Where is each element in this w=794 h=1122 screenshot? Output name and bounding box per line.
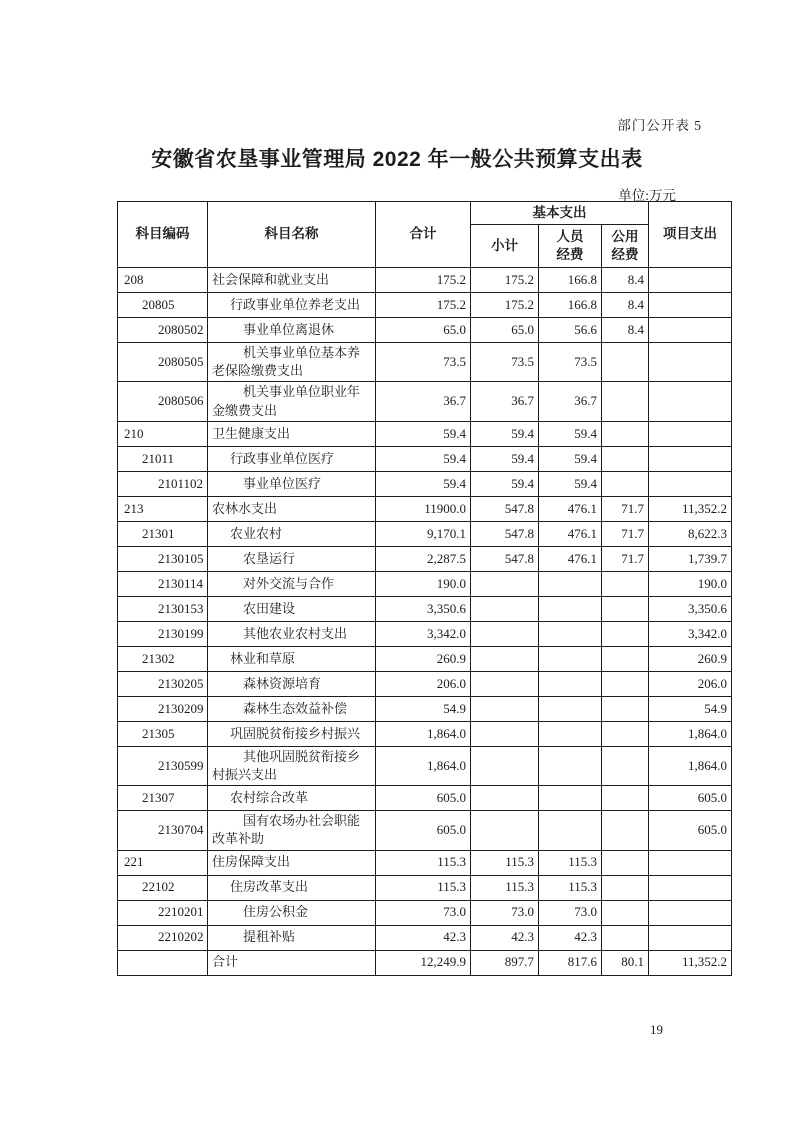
subject-name-cell: 合计 xyxy=(208,950,376,975)
public-value-cell xyxy=(602,721,649,746)
subject-code-cell: 2130704 xyxy=(118,811,208,850)
total-value-cell: 206.0 xyxy=(376,671,471,696)
basic-subtotal-value-cell xyxy=(471,696,539,721)
personnel-value-cell: 476.1 xyxy=(539,546,602,571)
subject-code-cell: 21307 xyxy=(118,786,208,811)
subject-code-cell: 2130105 xyxy=(118,546,208,571)
total-value-cell: 3,342.0 xyxy=(376,621,471,646)
public-value-cell xyxy=(602,646,649,671)
project-value-cell xyxy=(649,293,732,318)
public-value-cell: 8.4 xyxy=(602,318,649,343)
subject-name-cell: 农林水支出 xyxy=(208,496,376,521)
public-value-cell: 71.7 xyxy=(602,546,649,571)
public-value-cell xyxy=(602,421,649,446)
total-value-cell: 54.9 xyxy=(376,696,471,721)
personnel-value-cell: 115.3 xyxy=(539,850,602,875)
personnel-value-cell xyxy=(539,596,602,621)
subject-code-cell: 210 xyxy=(118,421,208,446)
total-value-cell: 260.9 xyxy=(376,646,471,671)
public-value-cell xyxy=(602,786,649,811)
header-total: 合计 xyxy=(376,202,471,268)
project-value-cell: 1,864.0 xyxy=(649,746,732,785)
subject-code-cell: 22102 xyxy=(118,875,208,900)
total-value-cell: 59.4 xyxy=(376,421,471,446)
header-project-expenditure: 项目支出 xyxy=(649,202,732,268)
subject-code-cell: 208 xyxy=(118,268,208,293)
personnel-value-cell: 42.3 xyxy=(539,925,602,950)
total-value-cell: 11900.0 xyxy=(376,496,471,521)
basic-subtotal-value-cell: 547.8 xyxy=(471,521,539,546)
project-value-cell xyxy=(649,925,732,950)
total-value-cell: 1,864.0 xyxy=(376,721,471,746)
personnel-value-cell xyxy=(539,721,602,746)
project-value-cell: 3,350.6 xyxy=(649,596,732,621)
subject-code-cell: 2210201 xyxy=(118,900,208,925)
basic-subtotal-value-cell: 175.2 xyxy=(471,268,539,293)
subject-code-cell: 20805 xyxy=(118,293,208,318)
table-row xyxy=(118,696,732,721)
total-value-cell: 73.5 xyxy=(376,343,471,382)
personnel-value-cell: 166.8 xyxy=(539,268,602,293)
subject-code-cell: 2130599 xyxy=(118,746,208,785)
public-value-cell xyxy=(602,900,649,925)
public-value-cell: 71.7 xyxy=(602,496,649,521)
personnel-value-cell: 476.1 xyxy=(539,521,602,546)
public-value-cell xyxy=(602,925,649,950)
total-value-cell: 42.3 xyxy=(376,925,471,950)
basic-subtotal-value-cell xyxy=(471,786,539,811)
total-value-cell: 65.0 xyxy=(376,318,471,343)
total-value-cell: 115.3 xyxy=(376,875,471,900)
table-row xyxy=(118,293,732,318)
subject-name-cell: 农村综合改革 xyxy=(208,786,376,811)
subject-name-cell: 农田建设 xyxy=(208,596,376,621)
basic-subtotal-value-cell xyxy=(471,721,539,746)
public-value-cell xyxy=(602,696,649,721)
table-row xyxy=(118,421,732,446)
subject-name-cell: 事业单位离退休 xyxy=(208,318,376,343)
public-value-cell: 80.1 xyxy=(602,950,649,975)
page-number: 19 xyxy=(650,1022,663,1037)
public-value-cell: 8.4 xyxy=(602,268,649,293)
basic-subtotal-value-cell: 59.4 xyxy=(471,471,539,496)
project-value-cell: 605.0 xyxy=(649,786,732,811)
personnel-value-cell xyxy=(539,746,602,785)
subject-code-cell: 21305 xyxy=(118,721,208,746)
table-body xyxy=(118,268,732,976)
subject-name-cell: 行政事业单位医疗 xyxy=(208,446,376,471)
header-public-funds xyxy=(602,225,649,268)
public-value-cell xyxy=(602,446,649,471)
table-row xyxy=(118,721,732,746)
page-title: 安徽省农垦事业管理局 2022 年一般公共预算支出表 xyxy=(151,148,643,171)
public-value-cell xyxy=(602,382,649,421)
project-value-cell xyxy=(649,446,732,471)
budget-table xyxy=(117,201,732,976)
subject-name-cell: 其他巩固脱贫衔接乡村振兴支出 xyxy=(208,746,376,785)
basic-subtotal-value-cell: 897.7 xyxy=(471,950,539,975)
subject-code-cell: 21011 xyxy=(118,446,208,471)
public-value-cell xyxy=(602,571,649,596)
personnel-value-cell: 59.4 xyxy=(539,421,602,446)
total-value-cell: 2,287.5 xyxy=(376,546,471,571)
project-value-cell xyxy=(649,421,732,446)
project-value-cell: 54.9 xyxy=(649,696,732,721)
table-row xyxy=(118,546,732,571)
subject-name-cell: 住房公积金 xyxy=(208,900,376,925)
subject-name-cell: 机关事业单位职业年金缴费支出 xyxy=(208,382,376,421)
personnel-value-cell: 115.3 xyxy=(539,875,602,900)
subject-name-cell: 住房保障支出 xyxy=(208,850,376,875)
subject-code-cell: 21302 xyxy=(118,646,208,671)
project-value-cell xyxy=(649,318,732,343)
basic-subtotal-value-cell: 175.2 xyxy=(471,293,539,318)
subject-code-cell: 2130209 xyxy=(118,696,208,721)
basic-subtotal-value-cell: 547.8 xyxy=(471,546,539,571)
personnel-value-cell xyxy=(539,671,602,696)
total-value-cell: 190.0 xyxy=(376,571,471,596)
table-row xyxy=(118,446,732,471)
subject-name-cell: 机关事业单位基本养老保险缴费支出 xyxy=(208,343,376,382)
subject-name-cell: 其他农业农村支出 xyxy=(208,621,376,646)
project-value-cell xyxy=(649,900,732,925)
project-value-cell: 605.0 xyxy=(649,811,732,850)
basic-subtotal-value-cell xyxy=(471,746,539,785)
total-value-cell: 115.3 xyxy=(376,850,471,875)
basic-subtotal-value-cell: 73.0 xyxy=(471,900,539,925)
subject-code-cell: 2210202 xyxy=(118,925,208,950)
personnel-value-cell: 476.1 xyxy=(539,496,602,521)
table-row xyxy=(118,786,732,811)
basic-subtotal-value-cell: 59.4 xyxy=(471,446,539,471)
basic-subtotal-value-cell: 65.0 xyxy=(471,318,539,343)
subject-name-cell: 林业和草原 xyxy=(208,646,376,671)
personnel-value-cell: 73.5 xyxy=(539,343,602,382)
subject-code-cell: 2130205 xyxy=(118,671,208,696)
subject-code-cell: 2130114 xyxy=(118,571,208,596)
subject-name-cell: 巩固脱贫衔接乡村振兴 xyxy=(208,721,376,746)
personnel-value-cell: 817.6 xyxy=(539,950,602,975)
public-value-cell xyxy=(602,811,649,850)
personnel-value-cell xyxy=(539,621,602,646)
basic-subtotal-value-cell xyxy=(471,596,539,621)
grand-total-row xyxy=(118,950,732,975)
subject-code-cell xyxy=(118,950,208,975)
table-row xyxy=(118,571,732,596)
public-value-cell: 8.4 xyxy=(602,293,649,318)
personnel-value-cell xyxy=(539,571,602,596)
total-value-cell: 3,350.6 xyxy=(376,596,471,621)
basic-subtotal-value-cell xyxy=(471,811,539,850)
personnel-value-cell: 56.6 xyxy=(539,318,602,343)
subject-code-cell: 2080505 xyxy=(118,343,208,382)
subject-name-cell: 农业农村 xyxy=(208,521,376,546)
public-value-cell xyxy=(602,746,649,785)
total-value-cell: 605.0 xyxy=(376,811,471,850)
subject-code-cell: 2130153 xyxy=(118,596,208,621)
public-value-cell xyxy=(602,671,649,696)
header-public-funds-label: 公用经费 xyxy=(611,229,639,262)
subject-name-cell: 事业单位医疗 xyxy=(208,471,376,496)
total-value-cell: 1,864.0 xyxy=(376,746,471,785)
header-basic-subtotal: 小计 xyxy=(471,225,539,268)
public-value-cell xyxy=(602,343,649,382)
project-value-cell xyxy=(649,471,732,496)
header-row-group xyxy=(118,202,732,225)
personnel-value-cell xyxy=(539,696,602,721)
basic-subtotal-value-cell xyxy=(471,621,539,646)
personnel-value-cell: 59.4 xyxy=(539,471,602,496)
subject-code-cell: 221 xyxy=(118,850,208,875)
table-row xyxy=(118,343,732,382)
table-row xyxy=(118,621,732,646)
project-value-cell: 11,352.2 xyxy=(649,496,732,521)
project-value-cell: 190.0 xyxy=(649,571,732,596)
personnel-value-cell: 59.4 xyxy=(539,446,602,471)
total-value-cell: 36.7 xyxy=(376,382,471,421)
table-row xyxy=(118,496,732,521)
personnel-value-cell xyxy=(539,811,602,850)
header-basic-expenditure-group: 基本支出 xyxy=(471,202,649,225)
total-value-cell: 59.4 xyxy=(376,471,471,496)
personnel-value-cell xyxy=(539,786,602,811)
table-row xyxy=(118,875,732,900)
subject-name-cell: 提租补贴 xyxy=(208,925,376,950)
personnel-value-cell xyxy=(539,646,602,671)
project-value-cell: 3,342.0 xyxy=(649,621,732,646)
subject-name-cell: 森林资源培育 xyxy=(208,671,376,696)
table-row xyxy=(118,521,732,546)
basic-subtotal-value-cell xyxy=(471,571,539,596)
table-row xyxy=(118,746,732,785)
corner-label: 部门公开表 5 xyxy=(617,118,702,133)
table-row xyxy=(118,900,732,925)
header-subject-code: 科目编码 xyxy=(118,202,208,268)
subject-name-cell: 卫生健康支出 xyxy=(208,421,376,446)
project-value-cell: 8,622.3 xyxy=(649,521,732,546)
subject-code-cell: 213 xyxy=(118,496,208,521)
table-row xyxy=(118,471,732,496)
project-value-cell: 11,352.2 xyxy=(649,950,732,975)
personnel-value-cell: 36.7 xyxy=(539,382,602,421)
public-value-cell xyxy=(602,875,649,900)
subject-name-cell: 住房改革支出 xyxy=(208,875,376,900)
total-value-cell: 12,249.9 xyxy=(376,950,471,975)
public-value-cell xyxy=(602,850,649,875)
total-value-cell: 605.0 xyxy=(376,786,471,811)
project-value-cell: 1,864.0 xyxy=(649,721,732,746)
subject-code-cell: 21301 xyxy=(118,521,208,546)
table-header xyxy=(118,202,732,268)
subject-code-cell: 2130199 xyxy=(118,621,208,646)
public-value-cell xyxy=(602,596,649,621)
total-value-cell: 59.4 xyxy=(376,446,471,471)
project-value-cell: 260.9 xyxy=(649,646,732,671)
basic-subtotal-value-cell: 115.3 xyxy=(471,875,539,900)
subject-name-cell: 森林生态效益补偿 xyxy=(208,696,376,721)
total-value-cell: 73.0 xyxy=(376,900,471,925)
header-personnel-funds-label: 人员经费 xyxy=(556,229,584,262)
total-value-cell: 175.2 xyxy=(376,268,471,293)
total-value-cell: 175.2 xyxy=(376,293,471,318)
basic-subtotal-value-cell: 36.7 xyxy=(471,382,539,421)
table-row xyxy=(118,268,732,293)
total-value-cell: 9,170.1 xyxy=(376,521,471,546)
table-row xyxy=(118,382,732,421)
project-value-cell xyxy=(649,382,732,421)
header-personnel-funds xyxy=(539,225,602,268)
table-row xyxy=(118,850,732,875)
subject-code-cell: 2080506 xyxy=(118,382,208,421)
public-value-cell xyxy=(602,621,649,646)
project-value-cell xyxy=(649,875,732,900)
project-value-cell xyxy=(649,268,732,293)
project-value-cell: 1,739.7 xyxy=(649,546,732,571)
personnel-value-cell: 73.0 xyxy=(539,900,602,925)
basic-subtotal-value-cell xyxy=(471,646,539,671)
basic-subtotal-value-cell: 42.3 xyxy=(471,925,539,950)
table-row xyxy=(118,646,732,671)
table-row xyxy=(118,318,732,343)
basic-subtotal-value-cell: 73.5 xyxy=(471,343,539,382)
project-value-cell: 206.0 xyxy=(649,671,732,696)
subject-name-cell: 国有农场办社会职能改革补助 xyxy=(208,811,376,850)
basic-subtotal-value-cell: 59.4 xyxy=(471,421,539,446)
basic-subtotal-value-cell: 547.8 xyxy=(471,496,539,521)
subject-name-cell: 对外交流与合作 xyxy=(208,571,376,596)
project-value-cell xyxy=(649,343,732,382)
subject-name-cell: 社会保障和就业支出 xyxy=(208,268,376,293)
subject-name-cell: 农垦运行 xyxy=(208,546,376,571)
table-row xyxy=(118,811,732,850)
subject-name-cell: 行政事业单位养老支出 xyxy=(208,293,376,318)
basic-subtotal-value-cell: 115.3 xyxy=(471,850,539,875)
header-subject-name: 科目名称 xyxy=(208,202,376,268)
subject-code-cell: 2080502 xyxy=(118,318,208,343)
public-value-cell: 71.7 xyxy=(602,521,649,546)
table-row xyxy=(118,671,732,696)
basic-subtotal-value-cell xyxy=(471,671,539,696)
unit-label: 单位:万元 xyxy=(618,188,676,203)
project-value-cell xyxy=(649,850,732,875)
personnel-value-cell: 166.8 xyxy=(539,293,602,318)
table-row xyxy=(118,925,732,950)
public-value-cell xyxy=(602,471,649,496)
subject-code-cell: 2101102 xyxy=(118,471,208,496)
table-row xyxy=(118,596,732,621)
